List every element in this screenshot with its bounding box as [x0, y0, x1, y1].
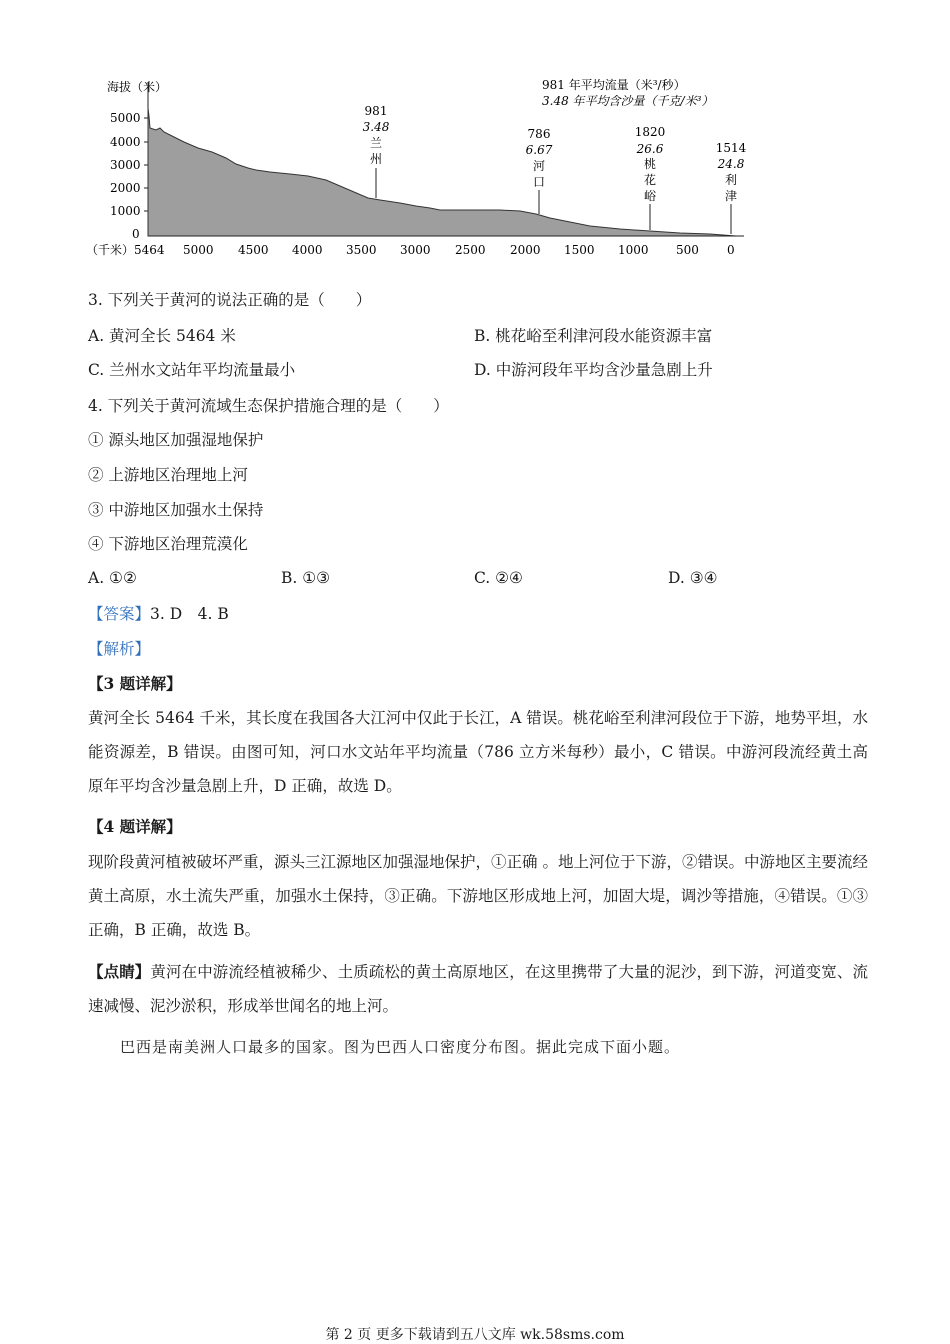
- q3-option-d: D. 中游河段年平均含沙量急剧上升: [474, 361, 713, 379]
- x-tick-2000: 2000: [510, 243, 541, 257]
- x-tick-500: 500: [676, 243, 699, 257]
- x-tick-5464: 5464: [134, 243, 165, 257]
- y-tick-5000: 5000: [110, 111, 141, 125]
- station-taohuayu-char-3: 峪: [643, 189, 657, 203]
- y-ticks: [110, 111, 148, 241]
- detail4-body: 现阶段黄河植被破坏严重，源头三江源地区加强湿地保护，①正确 。地上河位于下游，②错误。中游地区主要流经黄土高原，水土流失严重，加强水土保持，③正确。下游地区形成地上河，加固大堤，调沙等措施，④错误。①③正确，B 正确，故选 B。: [88, 853, 868, 939]
- q3-option-c: C. 兰州水文站年平均流量最小: [88, 361, 296, 379]
- x-axis-unit: （千米）: [86, 243, 135, 257]
- station-lanzhou: [363, 104, 390, 198]
- x-tick-1500: 1500: [564, 243, 595, 257]
- q4-option-c: C. ②④: [474, 569, 523, 587]
- legend-flow: 981 年平均流量（米³/秒）: [542, 78, 686, 92]
- x-tick-1000: 1000: [618, 243, 649, 257]
- station-lanzhou-char-2: 州: [369, 152, 383, 166]
- x-tick-5000: 5000: [183, 243, 214, 257]
- y-tick-0: 0: [132, 227, 140, 241]
- answer-line: [88, 604, 229, 624]
- yellow-river-profile-figure: [80, 70, 760, 270]
- station-lijin-flow: 1514: [715, 141, 747, 155]
- page-footer: 第 2 页 更多下载请到五八文库 wk.58sms.com: [325, 1327, 625, 1343]
- tip-paragraph: [88, 955, 868, 1023]
- station-taohuayu-char-2: 花: [643, 173, 657, 187]
- legend-sand: 3.48 年平均含沙量（千克/米³）: [542, 94, 714, 108]
- station-hekou-sand: 6.67: [525, 143, 553, 157]
- detail3-title: 【3 题详解】: [88, 674, 182, 693]
- q3-stem: 3. 下列关于黄河的说法正确的是（ ）: [88, 291, 372, 309]
- q4-statement-3: ③ 中游地区加强水土保持: [88, 501, 264, 519]
- next-question-intro: 巴西是南美洲人口最多的国家。图为巴西人口密度分布图。据此完成下面小题。: [120, 1038, 681, 1056]
- x-tick-3000: 3000: [400, 243, 431, 257]
- tip-body: 黄河在中游流经植被稀少、土质疏松的黄土高原地区，在这里携带了大量的泥沙，到下游，河道变宽、流速减慢、泥沙淤积，形成举世闻名的地上河。: [88, 963, 868, 1015]
- q4-option-a: A. ①②: [88, 569, 137, 587]
- station-hekou-char-2: 口: [532, 175, 546, 189]
- answer-label: 【答案】: [88, 605, 151, 623]
- y-tick-3000: 3000: [110, 158, 141, 172]
- q4-statement-2: ② 上游地区治理地上河: [88, 466, 248, 484]
- station-hekou: [526, 127, 553, 214]
- station-hekou-char-1: 河: [532, 159, 546, 173]
- x-tick-3500: 3500: [346, 243, 377, 257]
- x-ticks: [86, 242, 735, 257]
- station-lijin-char-1: 利: [724, 173, 738, 187]
- q4-statement-4: ④ 下游地区治理荒漠化: [88, 535, 248, 553]
- x-tick-0: 0: [727, 243, 735, 257]
- y-tick-1000: 1000: [110, 204, 141, 218]
- x-tick-4000: 4000: [292, 243, 323, 257]
- q4-option-b: B. ①③: [281, 569, 331, 587]
- x-tick-4500: 4500: [238, 243, 269, 257]
- q3-option-a: A. 黄河全长 5464 米: [88, 327, 236, 345]
- station-lijin-char-2: 津: [724, 189, 738, 203]
- station-lanzhou-sand: 3.48: [362, 120, 390, 134]
- y-axis-title: 海拔（米）: [107, 80, 168, 94]
- station-hekou-flow: 786: [527, 127, 551, 141]
- tip-label: 【点睛】: [88, 962, 151, 981]
- station-lanzhou-flow: 981: [364, 104, 388, 118]
- station-taohuayu-char-1: 桃: [643, 157, 657, 171]
- station-taohuayu-flow: 1820: [634, 125, 666, 139]
- detail3-body: 黄河全长 5464 千米，其长度在我国各大江河中仅此于长江，A 错误。桃花峪至利津河段位于下游，地势平坦，水能资源差，B 错误。由图可知，河口水文站年平均流量（786 立方米每秒）最小，C 错误。中游河段流经黄土高原年平均含沙量急剧上升，D 正确，故选 D。: [88, 709, 868, 795]
- y-tick-2000: 2000: [110, 181, 141, 195]
- answer-text: 3. D 4. B: [150, 605, 229, 623]
- station-taohuayu-sand: 26.6: [636, 142, 664, 156]
- q3-option-b: B. 桃花峪至利津河段水能资源丰富: [474, 327, 713, 345]
- station-lijin: [716, 141, 747, 234]
- station-lijin-sand: 24.8: [717, 157, 745, 171]
- q4-stem: 4. 下列关于黄河流域生态保护措施合理的是（ ）: [88, 397, 449, 415]
- analysis-label: 【解析】: [88, 640, 151, 658]
- station-lanzhou-char-1: 兰: [369, 136, 383, 150]
- q4-option-d: D. ③④: [668, 569, 718, 587]
- station-taohuayu: [635, 125, 666, 230]
- x-tick-2500: 2500: [455, 243, 486, 257]
- y-tick-4000: 4000: [110, 135, 141, 149]
- q4-statement-1: ① 源头地区加强湿地保护: [88, 431, 264, 449]
- detail4-title: 【4 题详解】: [88, 817, 182, 836]
